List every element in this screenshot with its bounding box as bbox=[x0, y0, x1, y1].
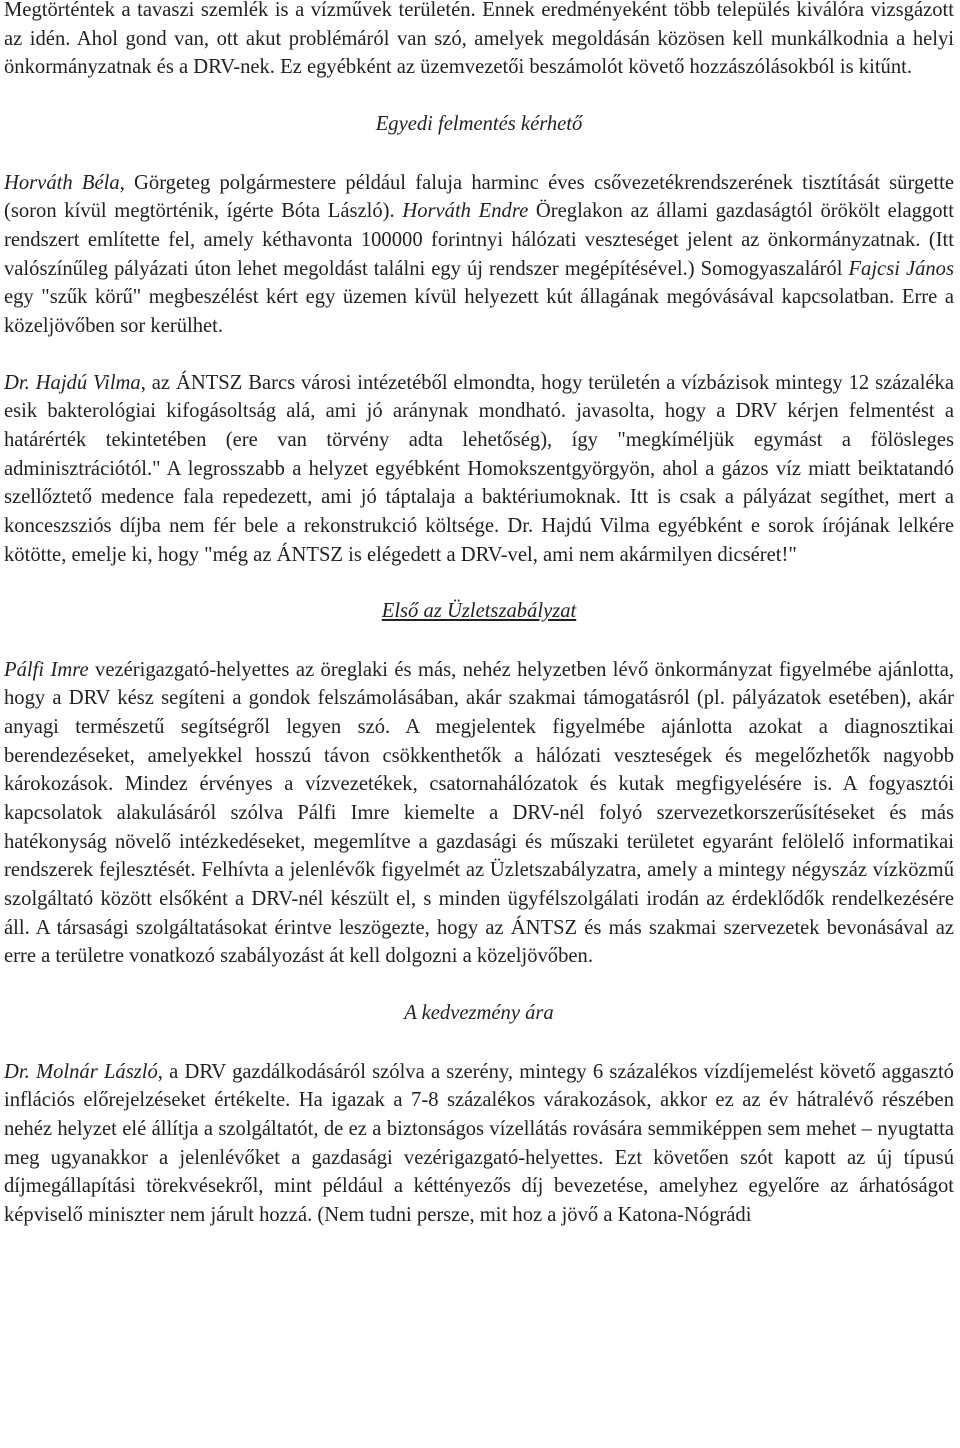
paragraph-text: , a DRV gazdálkodásáról szólva a szerény, mintegy 6 százalékos vízdíjemelést követő aggasztó inflációs előrejelzéseket értékelte. Ha igazak a 7-8 százalékos várakozások, akkor ez az év hátralévő részében nehéz helyzet elé állítja a szolgáltatót, de ez a biztonságos vízellátás rovására semmiképpen sem mehet – nyugtatta meg ugyanakkor a jelenlévőket a gazdasági vezérigazgató-helyettes. Ezt követően szót kapott az új típusú díjmegállapítási törekvésekről, mint például a kéttényezős díj bevezetése, amelyhez egyelőre az árhatóságot képviselő miniszter nem járult hozzá. (Nem tudni persze, mit hoz a jövő a Katona-Nógrádi bbox=[4, 1060, 954, 1226]
paragraph-palfi bbox=[4, 656, 954, 971]
person-name: Fajcsi János bbox=[848, 257, 954, 280]
paragraph-text: vezérigazgató-helyettes az öreglaki és más, nehéz helyzetben lévő önkormányzat figyelmébe ajánlotta, hogy a DRV kész segíteni a gondok felszámolásában, akár szakmai támogatásról (pl. pályázatok esetében), akár anyagi természetű segítségről legyen szó. A megjelentek figyelmébe ajánlotta azokat a diagnosztikai berendezéseket, amelyekkel hosszú távon csökkenthetők a hálózati veszteségek és megelőzhetők nagyobb károkozások. Mindez érvényes a vízvezetékek, csatornahálózatok és kutak megfigyelésére is. A fogyasztói kapcsolatok alakulásáról szólva Pálfi Imre kiemelte a DRV-nél folyó szervezetkorszerűsítéseket és más hatékonyság növelő intézkedéseket, megemlítve a gazdasági és műszaki területet egyaránt felölelő informatikai rendszerek fejlesztését. Felhívta a jelenlévők figyelmét az Üzletszabályzatra, amely a mintegy négyszáz vízközmű szolgáltató között elsőként a DRV-nél készült el, s minden ügyfélszolgálati irodán az érdeklődők rendelkezésére áll. A társasági szolgáltatásokat érintve leszögezte, hogy az ÁNTSZ és más szakmai szervezetek bevonásával az erre a területre vonatkozó szabályozást át kell dolgozni a közeljövőben. bbox=[4, 658, 954, 968]
paragraph-hajdu bbox=[4, 369, 954, 570]
paragraph-text: egy "szűk körű" megbeszélést kért egy üzemen kívül helyezett kút állagának megóvásával kapcsolatban. Erre a közeljövőben sor kerülhet. bbox=[4, 286, 954, 337]
section-heading-egyedi-felmentes: Egyedi felmentés kérhető bbox=[375, 112, 583, 135]
person-name: Horváth Endre bbox=[402, 200, 529, 223]
person-name: Dr. Molnár László bbox=[4, 1060, 158, 1083]
section-heading-elso-az-uzletszabalyzat: Első az Üzletszabályzat bbox=[381, 600, 577, 623]
paragraph-molnar bbox=[4, 1058, 954, 1230]
paragraph-intro: Megtörténtek a tavaszi szemlék is a vízművek területén. Ennek eredményeként több település kiválóra vizsgázott az idén. Ahol gond van, ott akut problémáról van szó, amelyek megoldásán közösen kell munkálkodnia a helyi önkormányzatnak és a DRV-nek. Ez egyébként az üzemvezetői beszámolót követő hozzászólásokból is kitűnt. bbox=[4, 0, 954, 79]
person-name: Dr. Hajdú Vilma bbox=[4, 371, 141, 394]
paragraph-horvath bbox=[4, 169, 954, 341]
person-name: Pálfi Imre bbox=[4, 658, 89, 681]
paragraph-text: Öreglakon az állami gazdaságtól örökölt elaggott rendszert említette fel, amely kéthavonta 100000 forintnyi hálózati veszteséget jelent az önkormányzatnak. (Itt valószínűleg pályázati úton lehet megoldást találni egy új rendszer megépítésével.) Somogyaszaláról bbox=[4, 200, 954, 280]
person-name: Horváth Béla bbox=[4, 171, 120, 194]
paragraph-text: , Görgeteg polgármestere például faluja harminc éves csővezetékrendszerének tisztítását sürgette (soron kívül megtörténik, ígérte Bóta László). bbox=[4, 171, 954, 223]
section-heading-a-kedvezmeny-ara: A kedvezmény ára bbox=[404, 1002, 554, 1025]
paragraph-text: , az ÁNTSZ Barcs városi intézetéből elmondta, hogy területén a vízbázisok mintegy 12 százaléka esik bakterológiai kifogásoltság alá, ami jó aránynak mondható. javasolta, hogy a DRV kérjen felmentést a határérték tekintetében (ere van törvény adta lehetőség), így "megkíméljük egymást a fölösleges adminisztrációtól." A legrosszabb a helyzet egyébként Homokszentgyörgyön, ahol a gázos víz miatt beiktatandó szellőztető medence fala repedezett, ami jó táptalaja a baktériumoknak. Itt is csak a pályázat segíthet, mert a konceszsziós díjba nem fér bele a rekonstrukció költsége. Dr. Hajdú Vilma egyébként e sorok írójának lelkére kötötte, emelje ki, hogy "még az ÁNTSZ is elégedett a DRV-vel, ami nem akármilyen dicséret!" bbox=[4, 371, 954, 566]
